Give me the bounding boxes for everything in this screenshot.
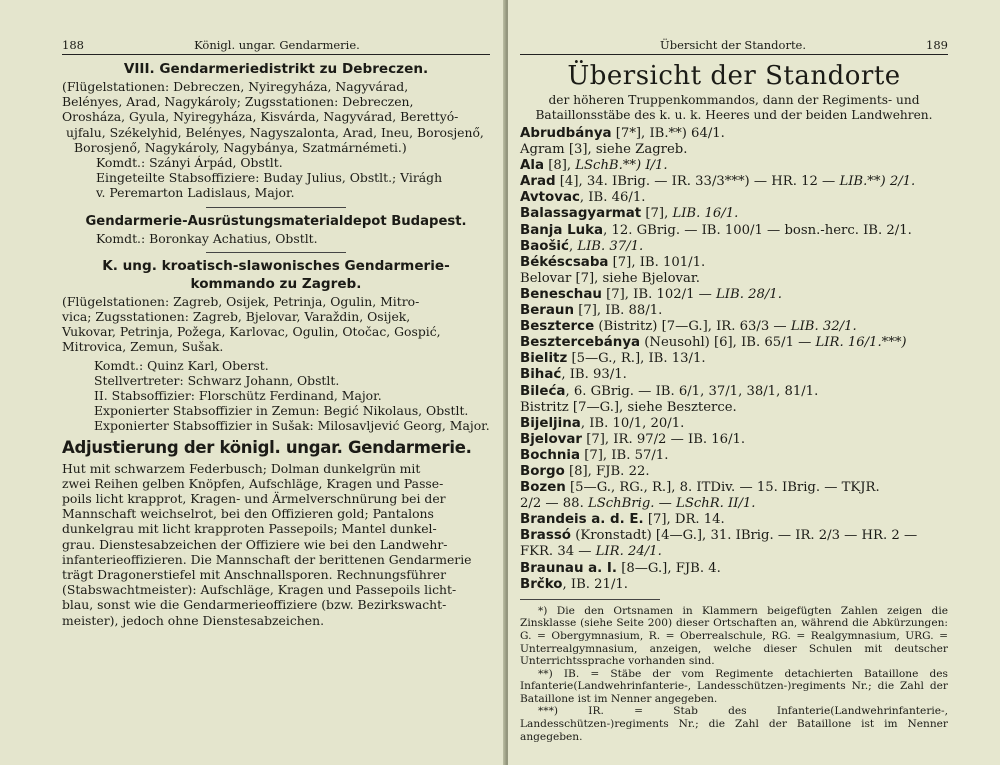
location-entry (520, 496, 948, 512)
croatia-staff-line: II. Stabsoffizier: Florschütz Ferdinand, Major. (94, 388, 382, 404)
location-name: Borgo (520, 463, 565, 479)
location-entry (520, 303, 948, 319)
location-details: (Kronstadt) [4—G.], 31. IBrig. — IR. 2/3 — HR. 2 — (571, 528, 918, 544)
location-entry (520, 400, 948, 416)
location-details: , IB. 10/1, 20/1. (580, 415, 685, 431)
location-details: (Neusohl) [6], IB. 65/1 — (640, 335, 816, 351)
croatia-line: Mitrovica, Zemun, Sušak. (62, 339, 224, 355)
footnote: ***) IR. = Stab des Infanterie(Landwehrinfanterie-, Landesschützen-)regiments Nr.; die Zahl der Bataillone ist im Nenner angegeben. (520, 705, 948, 743)
landwehr-units: LIB. 32/1. (790, 319, 857, 335)
croatia-line: (Flügelstationen: Zagreb, Osijek, Petrinja, Ogulin, Mitro- (62, 293, 420, 309)
location-entry (520, 126, 948, 142)
location-entry (520, 367, 948, 383)
section-divider (206, 207, 346, 208)
location-entry (520, 271, 948, 287)
subtitle (520, 93, 948, 123)
location-entry (520, 158, 948, 174)
district-line: ujfalu, Székelyhid, Belényes, Nagyszalonta, Arad, Ineu, Borosjenő, (66, 124, 484, 140)
uniform-line: infanterieoffizieren. Die Mannschaft der berittenen Gendarmerie (62, 551, 472, 567)
landwehr-units: LIB. 16/1. (672, 206, 739, 222)
location-entry (520, 239, 948, 255)
uniform-line: trägt Dragonerstiefel mit Anschnallsporen. Rechnungsführer (62, 567, 446, 583)
location-entry (520, 480, 948, 496)
location-name: Bihać (520, 367, 562, 383)
location-entry (520, 544, 948, 560)
location-entry (520, 174, 948, 190)
location-name: Baošić (520, 238, 569, 254)
location-name: Beneschau (520, 286, 602, 302)
uniform-line: grau. Dienstesabzeichen der Offiziere wie bei den Landwehr- (62, 536, 448, 552)
location-details: [7], DR. 14. (643, 512, 725, 528)
location-entry (520, 223, 948, 239)
location-name: Banja Luka (520, 222, 604, 238)
section-divider (206, 252, 346, 253)
location-entry (520, 206, 948, 222)
location-entry (520, 384, 948, 400)
location-name: Arad (520, 174, 556, 190)
croatia-title-2: kommando zu Zagreb. (190, 275, 362, 292)
location-name: Bjelovar (520, 431, 583, 447)
location-details: [7], IB. 57/1. (580, 447, 669, 463)
right-page-number: 189 (926, 38, 948, 52)
location-name: Balassagyarmat (520, 206, 642, 222)
location-name: Békéscsaba (520, 254, 609, 270)
location-details: [4], 34. IBrig. — IR. 33/3***) — HR. 12 — (555, 174, 840, 190)
right-page (508, 0, 1000, 765)
location-entry (520, 255, 948, 271)
location-name: Braunau a. I. (520, 560, 617, 576)
location-details: Belovar [7], siehe Bjelovar. (520, 270, 700, 286)
location-name: Bileća (520, 383, 566, 399)
landwehr-units: LSchB.**) I/1. (575, 158, 668, 174)
location-details: [5—G., RG., R.], 8. ITDiv. — 15. IBrig. — TKJR. (565, 480, 880, 496)
uniform-line: blau, sonst wie die Gendarmerieoffiziere (bzw. Bezirkswacht- (62, 597, 447, 613)
uniform-line: (Stabswachtmeister): Aufschläge, Kragen und Passepoils licht- (62, 582, 457, 598)
location-name: Ala (520, 158, 544, 174)
location-entry (520, 416, 948, 432)
left-running-head (62, 38, 490, 55)
croatia-line: Vukovar, Petrinja, Požega, Karlovac, Ogulin, Otočac, Gospić, (62, 324, 441, 340)
location-details: , IB. 21/1. (562, 576, 628, 592)
croatia-staff (62, 358, 490, 434)
landwehr-units: LSchBrig. — LSchR. II/1. (587, 496, 756, 512)
location-entry (520, 577, 948, 593)
location-entry (520, 448, 948, 464)
right-running-head (520, 38, 948, 55)
croatia-stations (62, 294, 490, 355)
location-details: [7*], IB.**) 64/1. (611, 126, 725, 141)
uniform-text (62, 461, 490, 628)
location-name: Bielitz (520, 351, 568, 367)
district-line: (Flügelstationen: Debreczen, Nyiregyháza, Nagyvárad, (62, 79, 409, 94)
location-name: Abrudbánya (520, 126, 612, 141)
location-details: Agram [3], siehe Zagreb. (520, 142, 688, 158)
location-details: [8—G.], FJB. 4. (617, 560, 721, 576)
uniform-line: dunkelgrau mit licht krapproten Passepoils; Mantel dunkel- (62, 521, 437, 537)
location-entry (520, 561, 948, 577)
location-details: [7], (641, 206, 673, 222)
location-entry (520, 464, 948, 480)
page-title: Übersicht der Standorte (567, 61, 901, 91)
croatia-title-1: K. ung. kroatisch-slawonisches Gendarmerie- (102, 257, 450, 274)
location-details: [7], IR. 97/2 — IB. 16/1. (582, 431, 746, 447)
location-name: Beraun (520, 303, 574, 319)
location-details: , 6. GBrig. — IB. 6/1, 37/1, 38/1, 81/1. (565, 383, 819, 399)
location-details: (Bistritz) [7—G.], IR. 63/3 — (594, 319, 791, 335)
uniform-line: meister), jedoch ohne Dienstesabzeichen. (62, 612, 325, 628)
depot-komdt: Komdt.: Boronkay Achatius, Obstlt. (96, 230, 318, 246)
location-details: , IB. 46/1. (579, 190, 646, 206)
subtitle-line: der höheren Truppenkommandos, dann der Regiments- und (548, 93, 920, 107)
district-stations (62, 79, 490, 155)
location-entry (520, 351, 948, 367)
location-name: Besztercebánya (520, 335, 641, 351)
location-details: [7], IB. 88/1. (574, 303, 663, 319)
location-name: Beszterce (520, 319, 595, 335)
uniform-line: Hut mit schwarzem Federbusch; Dolman dunkelgrün mit (62, 460, 421, 476)
location-details: Bistritz [7—G.], siehe Beszterce. (520, 399, 737, 415)
location-entry (520, 287, 948, 303)
district-title: VIII. Gendarmeriedistrikt zu Debreczen. (123, 61, 429, 77)
location-entry (520, 319, 948, 335)
district-staff-line: Eingeteilte Stabsoffiziere: Buday Julius, Obstlt.; Virágh (96, 170, 443, 186)
landwehr-units: LIB. 28/1. (716, 286, 782, 302)
landwehr-units: LIB. 37/1. (577, 238, 644, 254)
location-entry (520, 335, 948, 351)
district-line: Orosháza, Gyula, Nyiregyháza, Kisvárda, Nagyvárad, Berettyó- (62, 109, 459, 125)
footnotes (520, 605, 948, 744)
location-entry (520, 190, 948, 206)
district-staff (62, 170, 490, 200)
location-list (520, 126, 948, 593)
location-name: Brassó (520, 528, 571, 544)
district-line: Borosjenő, Nagykároly, Nagybánya, Szatmárnémeti.) (74, 139, 407, 155)
location-name: Bochnia (520, 447, 581, 463)
footnote-rule (520, 599, 660, 600)
location-details: FKR. 34 — (520, 544, 596, 560)
location-entry (520, 432, 948, 448)
location-details: [8], (544, 158, 576, 174)
landwehr-units: LIB.**) 2/1. (839, 174, 916, 190)
location-details: , 12. GBrig. — IB. 100/1 — bosn.-herc. IB. 2/1. (603, 222, 912, 238)
croatia-staff-line: Exponierter Stabsoffizier in Sušak: Milosavljević Georg, Major. (94, 418, 490, 434)
croatia-staff-line: Stellvertreter: Schwarz Johann, Obstlt. (94, 372, 340, 388)
right-running-title: Übersicht der Standorte. (660, 38, 807, 52)
district-staff-line: v. Peremarton Ladislaus, Major. (96, 185, 295, 201)
subtitle-line: Bataillonsstäbe des k. u. k. Heeres und der beiden Landwehren. (535, 108, 933, 122)
location-name: Bozen (520, 480, 566, 496)
location-entry (520, 528, 948, 544)
footnote: **) IB. = Stäbe der vom Regimente detachierten Bataillone des Infanterie(Landwehrinfanterie-, Landesschützen-)regiments Nr.; die Zahl der Bataillone ist im Nenner angegeben. (520, 667, 948, 705)
uniform-line: Mannschaft weichselrot, bei den Offizieren gold; Pantalons (62, 506, 434, 522)
uniform-title: Adjustierung der königl. ungar. Gendarmerie. (62, 437, 472, 457)
uniform-line: zwei Reihen gelben Knöpfen, Aufschläge, Kragen und Passe- (62, 475, 444, 491)
location-details: , (568, 238, 578, 254)
location-details: [7], IB. 101/1. (608, 254, 706, 270)
location-entry (520, 142, 948, 158)
croatia-staff-line: Komdt.: Quinz Karl, Oberst. (94, 357, 269, 373)
landwehr-units: LIR. 16/1.***) (815, 335, 907, 351)
location-name: Brčko (520, 576, 563, 592)
uniform-line: poils licht krapprot, Kragen- und Ärmelverschnürung bei der (62, 491, 446, 507)
location-name: Bijeljina (520, 415, 581, 431)
location-name: Avtovac (520, 190, 580, 206)
location-entry (520, 512, 948, 528)
location-details: [8], FJB. 22. (564, 463, 650, 479)
left-page-number: 188 (62, 38, 84, 52)
location-details: [5—G., R.], IB. 13/1. (567, 351, 706, 367)
croatia-line: vica; Zugsstationen: Zagreb, Bjelovar, Varaždin, Osijek, (62, 309, 411, 325)
landwehr-units: LIR. 24/1. (595, 544, 662, 560)
croatia-staff-line: Exponierter Stabsoffizier in Zemun: Begić Nikolaus, Obstlt. (94, 403, 469, 419)
location-details: [7], IB. 102/1 — (601, 286, 717, 302)
footnote: *) Die den Ortsnamen in Klammern beigefügten Zahlen zeigen die Zinsklasse (siehe Seite 200) dieser Ortschaften an, während die Abkürzungen: G. = Obergymnasium, R. = Oberrealschule, RG. = Realgymnasium, URG. = Unterrealgymnasium, anzeigen, welche dieser Schulen mit deutscher Unterrichtssprache vorhanden sind. (520, 604, 948, 668)
district-line: Belényes, Arad, Nagykároly; Zugsstationen: Debreczen, (62, 94, 414, 110)
location-details: 2/2 — 88. (520, 496, 588, 512)
location-details: , IB. 93/1. (561, 367, 627, 383)
location-name: Brandeis a. d. E. (520, 512, 644, 528)
depot-title: Gendarmerie-Ausrüstungsmaterialdepot Budapest. (85, 213, 467, 229)
district-komdt: Komdt.: Szányi Árpád, Obstlt. (96, 155, 283, 171)
left-running-title: Königl. ungar. Gendarmerie. (194, 38, 360, 52)
